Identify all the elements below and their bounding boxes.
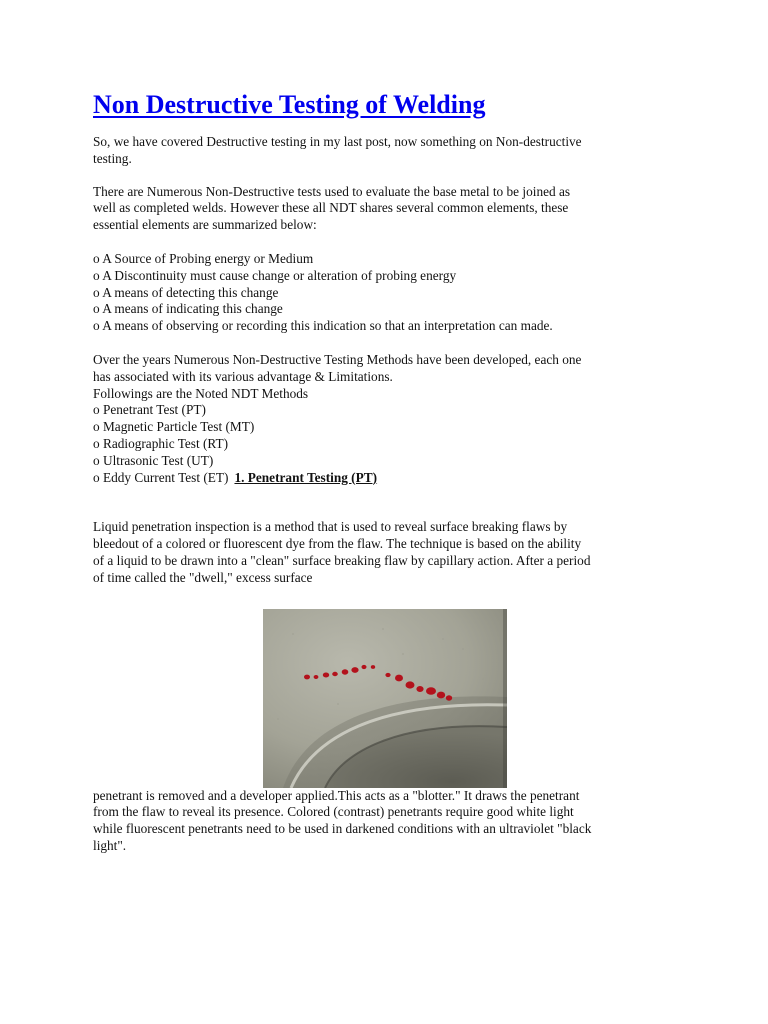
list-item: o Magnetic Particle Test (MT) (93, 419, 255, 435)
text-line: from the flaw to reveal its presence. Colored (contrast) penetrants require good white light (93, 804, 574, 820)
weld-photo-image (263, 609, 507, 788)
developer-paragraph (93, 788, 683, 855)
list-item: o Eddy Current Test (ET) (93, 469, 229, 485)
section-heading-link[interactable]: 1. Penetrant Testing (PT) (234, 469, 378, 485)
text-line: Over the years Numerous Non-Destructive Testing Methods have been developed, each one (93, 351, 582, 367)
list-item: o A means of detecting this change (93, 284, 279, 300)
list-item: o Ultrasonic Test (UT) (93, 452, 214, 468)
text-line: well as completed welds. However these all NDT shares several common elements, these (93, 200, 569, 216)
text-line: Followings are the Noted NDT Methods (93, 385, 309, 401)
intro-line-1: So, we have covered Destructive testing in my last post, now something on Non-destructive (93, 134, 582, 149)
article-title-link[interactable]: Non Destructive Testing of Welding (93, 90, 486, 119)
text-line: penetrant is removed and a developer applied.This acts as a "blotter." It draws the penetrant (93, 787, 580, 803)
text-line: has associated with its various advantage & Limitations. (93, 368, 393, 384)
text-line: light". (93, 837, 127, 853)
text-line: There are Numerous Non-Destructive tests used to evaluate the base metal to be joined as (93, 183, 571, 199)
list-item: o Penetrant Test (PT) (93, 402, 206, 418)
penetrant-test-photo (263, 609, 507, 788)
list-item: o A Source of Probing energy or Medium (93, 250, 314, 266)
article (93, 88, 683, 855)
text-line: while fluorescent penetrants need to be used in darkened conditions with an ultraviolet "black (93, 821, 592, 837)
list-item: o A means of indicating this change (93, 301, 283, 317)
elements-intro-paragraph (93, 184, 683, 234)
text-line: of time called the "dwell," excess surface (93, 569, 313, 585)
methods-last-line (93, 470, 683, 487)
text-line: Liquid penetration inspection is a method that is used to reveal surface breaking flaws by (93, 519, 568, 535)
list-item: o A means of observing or recording this indication so that an interpretation can made. (93, 318, 553, 334)
list-item: o Radiographic Test (RT) (93, 435, 229, 451)
list-item: o A Discontinuity must cause change or alteration of probing energy (93, 267, 457, 283)
text-line: essential elements are summarized below: (93, 217, 317, 233)
text-line: bleedout of a colored or fluorescent dye from the flaw. The technique is based on the ability (93, 536, 582, 552)
intro-paragraph (93, 134, 683, 168)
intro-line-2: testing. (93, 150, 132, 166)
penetrant-paragraph (93, 519, 683, 586)
methods-paragraph (93, 352, 683, 486)
common-elements-list (93, 251, 683, 335)
text-line: of a liquid to be drawn into a "clean" surface breaking flaw by capillary action. After a period (93, 552, 591, 568)
